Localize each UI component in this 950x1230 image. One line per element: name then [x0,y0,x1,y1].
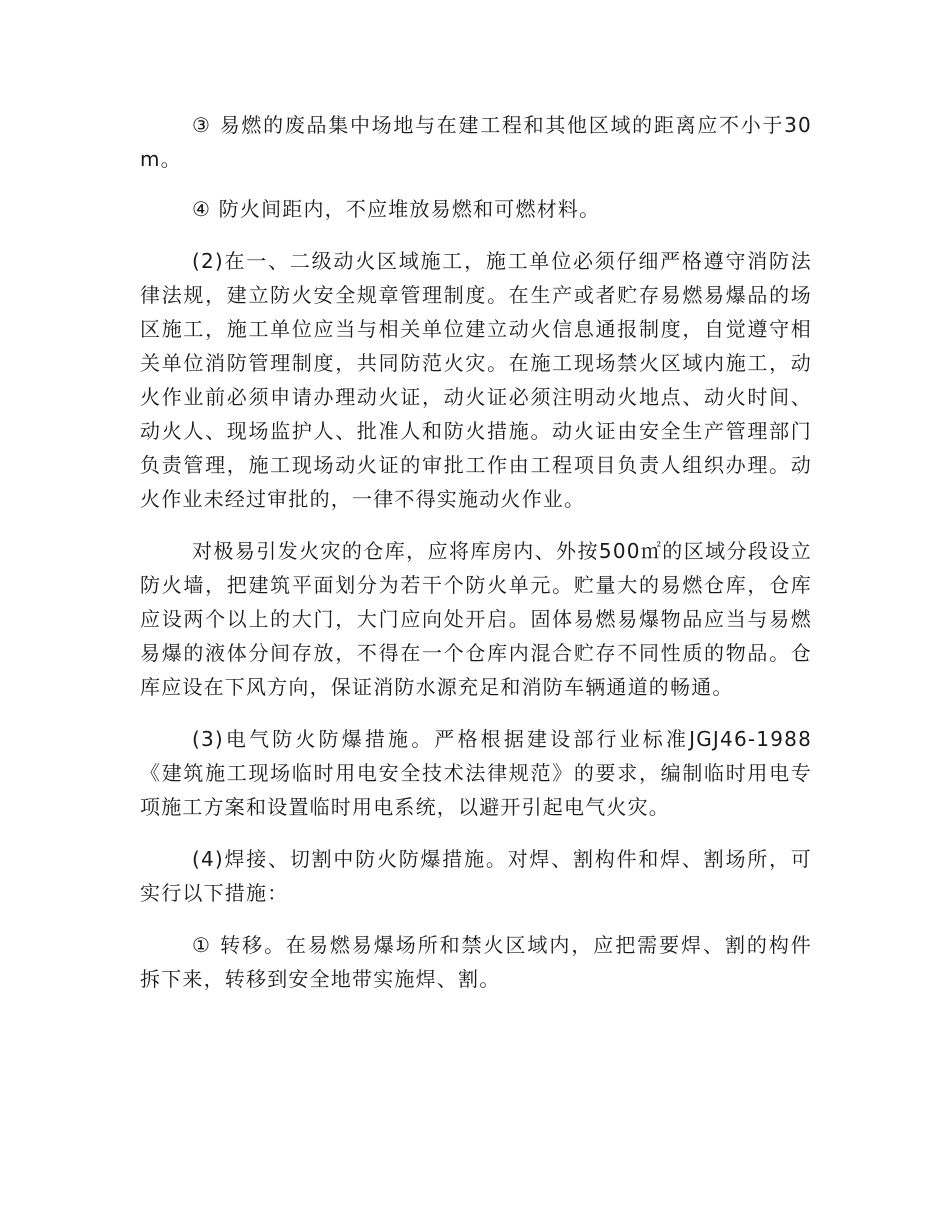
paragraph-hot-work-zones: (2)在一、二级动火区域施工，施工单位必须仔细严格遵守消防法律法规，建立防火安全规章管理制度。在生产或者贮存易燃易爆品的场区施工，施工单位应当与相关单位建立动火信息通报制度，自觉遵守相关单位消防管理制度，共同防范火灾。在施工现场禁火区域内施工，动火作业前必须申请办理动火证，动火证必须注明动火地点、动火时间、动火人、现场监护人、批准人和防火措施。动火证由安全生产管理部门负责管理，施工现场动火证的审批工作由工程项目负责人组织办理。动火作业未经过审批的，一律不得实施动火作业。 [140,249,812,511]
paragraph-welding-cutting: (4)焊接、切割中防火防爆措施。对焊、割构件和焊、割场所，可实行以下措施： [140,847,812,905]
paragraph-transfer-measure: ① 转移。在易燃易爆场所和禁火区域内，应把需要焊、割的构件拆下来，转移到安全地带实施焊、割。 [140,933,812,991]
paragraph-electrical-fire-prevention: (3)电气防火防爆措施。严格根据建设部行业标准JGJ46-1988《建筑施工现场临时用电安全技术法律规范》的要求，编制临时用电专项施工方案和设置临时用电系统，以避开引起电气火灾。 [140,727,812,819]
paragraph-waste-storage-distance: ③ 易燃的废品集中场地与在建工程和其他区域的距离应不小于30m。 [140,113,812,171]
document-body [140,108,812,1014]
paragraph-fire-spacing: ④ 防火间距内，不应堆放易燃和可燃材料。 [192,197,601,221]
paragraph-warehouse-firewall: 对极易引发火灾的仓库，应将库房内、外按500㎡的区域分段设立防火墙，把建筑平面划分为若干个防火单元。贮量大的易燃仓库，仓库应设两个以上的大门，大门应向处开启。固体易燃易爆物品应当与易燃易爆的液体分间存放，不得在一个仓库内混合贮存不同性质的物品。仓库应设在下风方向，保证消防水源充足和消防车辆通道的畅通。 [140,539,812,699]
